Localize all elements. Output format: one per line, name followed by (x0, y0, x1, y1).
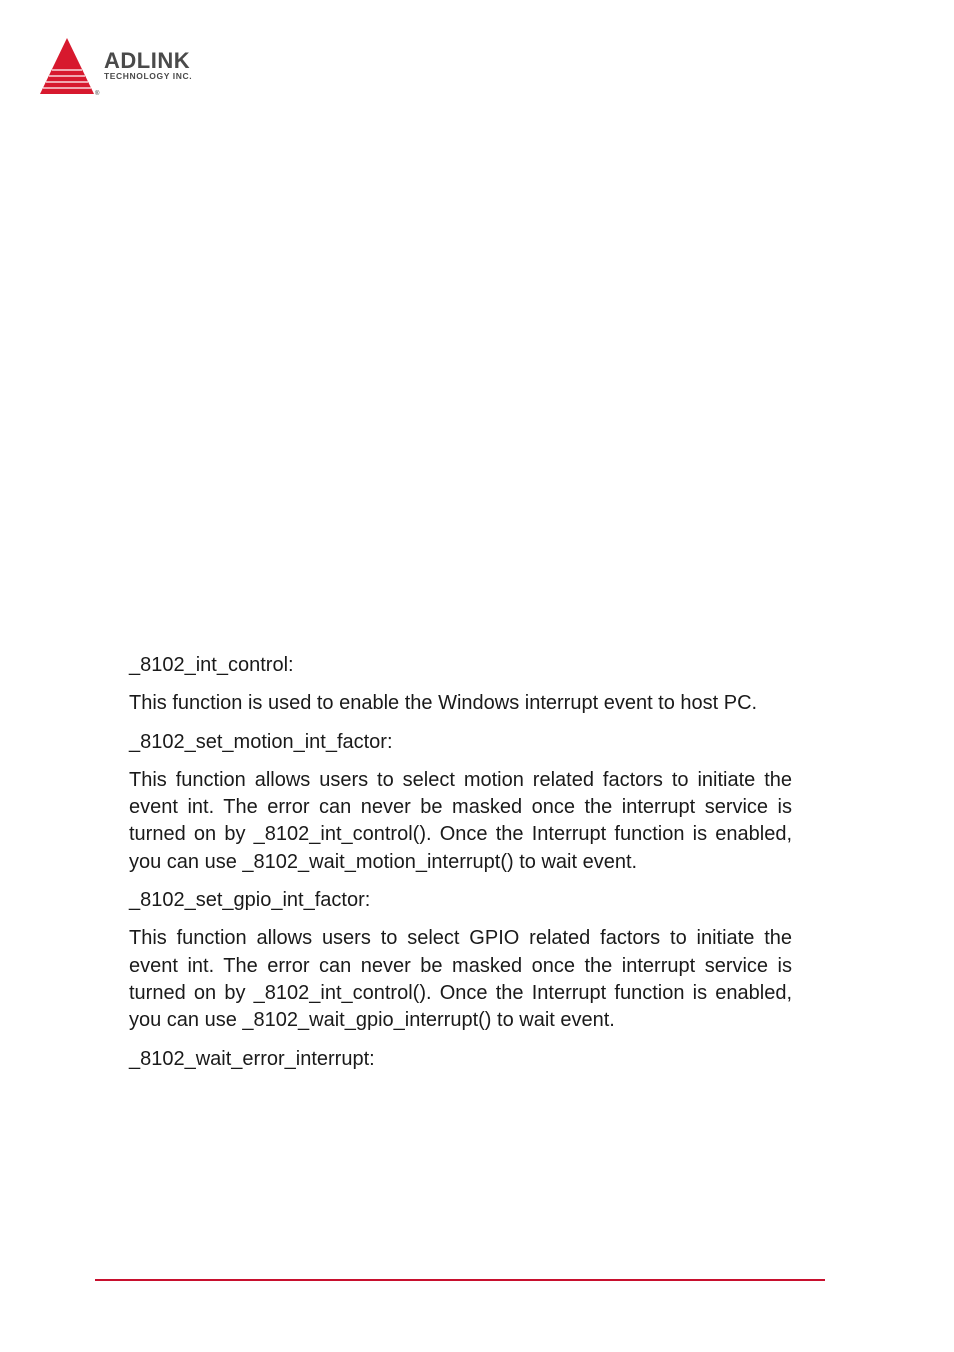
function-desc-set-gpio-int-factor: This function allows users to select GPIO related factors to initiate the event int. The error can never be masked once the interrupt service is turned on by _8102_int_control(). Once the Interrupt function is enabled, you can use _8102_wait_gpio_interrupt() to wait event. (129, 927, 792, 1032)
logo-subtitle: TECHNOLOGY INC. (104, 71, 193, 81)
registered-mark: ® (95, 91, 100, 97)
function-name-wait-error-interrupt: _8102_wait_error_interrupt: (129, 1047, 375, 1070)
function-name-int-control: _8102_int_control: (129, 654, 294, 676)
function-name-set-motion-int-factor: _8102_set_motion_int_factor: (129, 730, 393, 753)
footer-divider (95, 1279, 825, 1281)
adlink-triangle-icon (38, 36, 104, 100)
adlink-logo (38, 36, 238, 100)
function-desc-int-control: This function is used to enable the Windows interrupt event to host PC. (129, 692, 758, 715)
function-desc-set-motion-int-factor: This function allows users to select motion related factors to initiate the event int. The error can never be masked once the interrupt service is turned on by _8102_int_control(). Once the Interrupt function is enabled, you can use _8102_wait_motion_interrupt() to wait event. (129, 768, 792, 873)
function-name-set-gpio-int-factor: _8102_set_gpio_int_factor: (129, 889, 371, 912)
document-body (129, 652, 792, 1084)
logo-wordmark: ADLINK (104, 48, 191, 73)
